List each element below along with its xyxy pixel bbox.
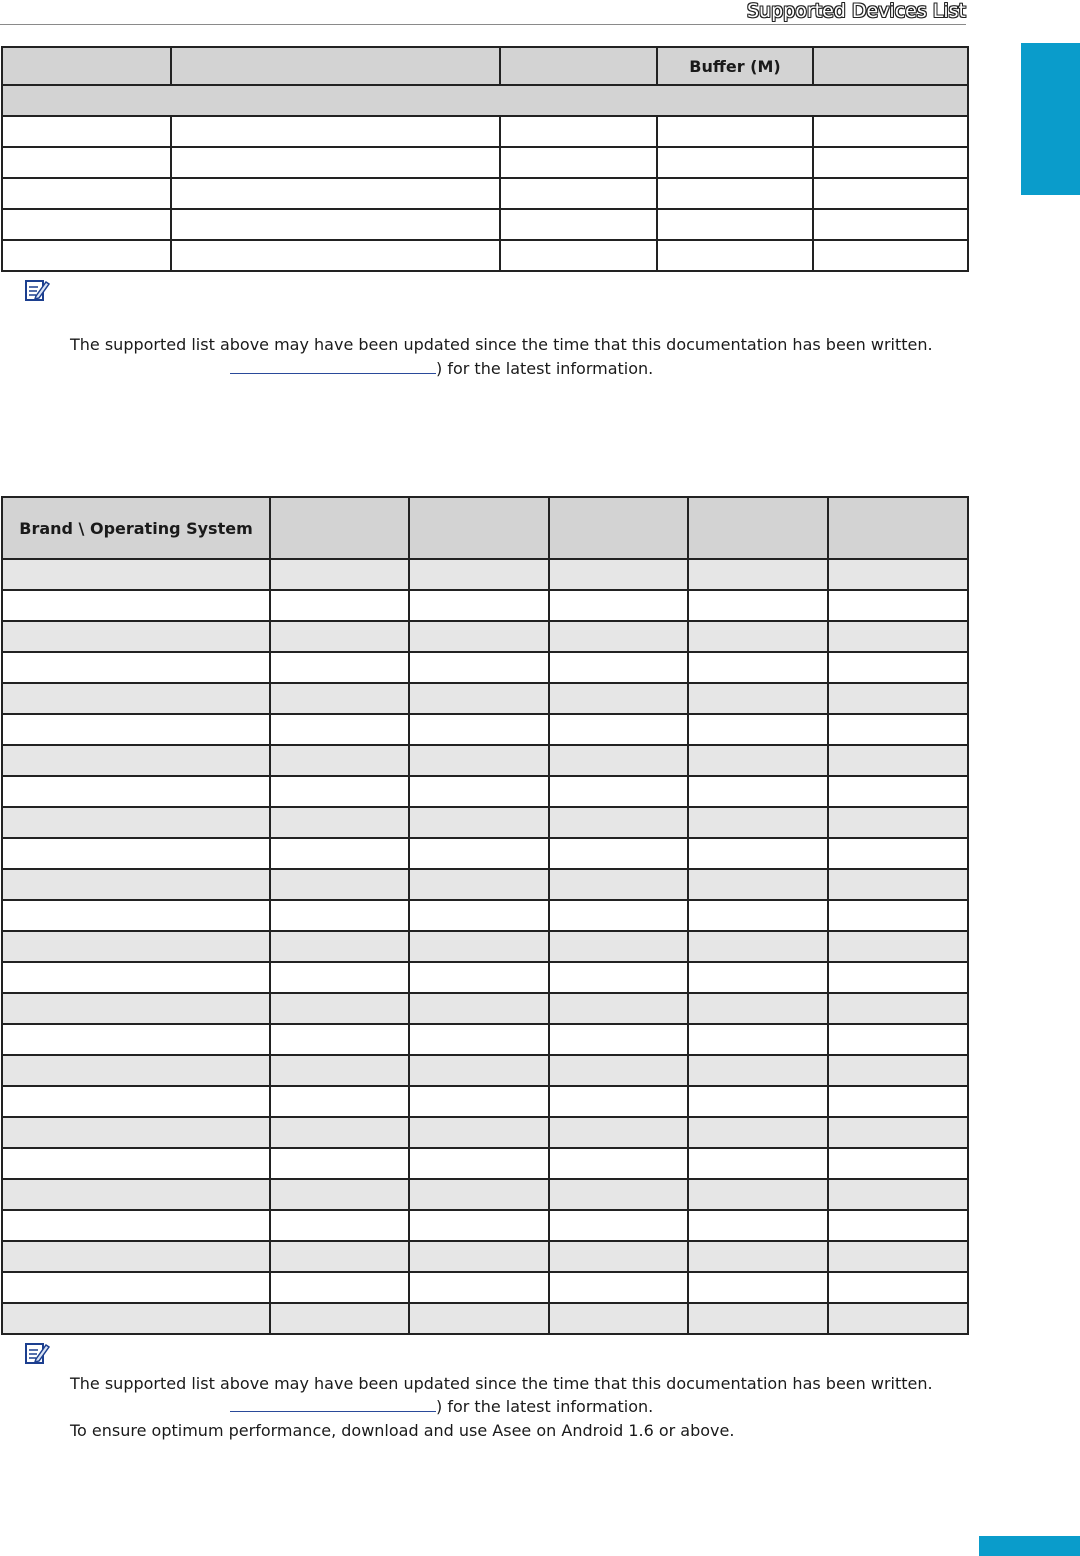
os-support-table [1,496,969,1335]
table-cell [270,807,409,838]
table-cell [270,714,409,745]
table-cell [409,1272,549,1303]
table-cell [270,776,409,807]
table-cell [500,147,657,178]
table-cell [549,1303,688,1334]
table-cell [549,1024,688,1055]
table-cell [409,993,549,1024]
column-header [828,497,968,559]
table-cell [688,714,828,745]
table-cell [270,1055,409,1086]
table-cell [657,147,813,178]
table-cell [828,1024,968,1055]
table-cell [549,1055,688,1086]
table-cell [688,621,828,652]
table-cell [813,240,968,271]
column-header-buffer: Buffer (M) [657,47,813,85]
table-row [2,240,968,271]
table-cell [828,1148,968,1179]
table-cell [657,240,813,271]
table-cell [828,869,968,900]
table-cell [2,652,270,683]
table-cell [409,1117,549,1148]
website-link[interactable] [230,359,436,374]
table-cell [2,240,171,271]
table-cell [409,1055,549,1086]
table-row [2,807,968,838]
table-cell [2,1210,270,1241]
table-cell [688,838,828,869]
table-row [2,1179,968,1210]
table-cell [688,931,828,962]
table-row [2,745,968,776]
table-cell [828,1272,968,1303]
table-row [2,178,968,209]
table-cell [813,147,968,178]
table-cell [549,776,688,807]
table-cell [688,869,828,900]
table-cell [270,1148,409,1179]
table-cell [270,1241,409,1272]
table-cell [828,807,968,838]
table-row [2,147,968,178]
table-cell [409,931,549,962]
table-cell [549,1086,688,1117]
table-cell [549,962,688,993]
table-cell [688,1086,828,1117]
table-cell [270,869,409,900]
table-cell [409,962,549,993]
table-cell [2,993,270,1024]
table-cell [270,652,409,683]
table-cell [2,714,270,745]
table-cell [549,590,688,621]
table-cell [270,1117,409,1148]
table-cell [409,590,549,621]
column-header [549,497,688,559]
table-cell [657,178,813,209]
table-cell [500,178,657,209]
table-row [2,1117,968,1148]
table-cell [409,1210,549,1241]
table-cell [688,1210,828,1241]
table-cell [2,116,171,147]
table-cell [409,559,549,590]
table-cell [2,1117,270,1148]
table-cell [688,1179,828,1210]
table-cell [270,683,409,714]
column-header [688,497,828,559]
table-cell [828,1179,968,1210]
table-header-row [2,497,968,559]
table-cell [2,683,270,714]
table-cell [2,209,171,240]
table-row [2,1024,968,1055]
table-group-row [2,85,968,116]
table-cell [500,209,657,240]
table-cell [688,683,828,714]
table-cell [828,931,968,962]
table-cell [409,621,549,652]
table-cell [2,178,171,209]
table-cell [2,807,270,838]
table-cell [688,900,828,931]
table-cell [270,931,409,962]
table-cell [409,776,549,807]
column-header [270,497,409,559]
table-cell [270,838,409,869]
table-cell [270,1024,409,1055]
group-label [2,85,968,116]
note-text-line: The supported list above may have been updated since the time that this documentation has been written. [70,335,933,354]
table-cell [270,559,409,590]
table-cell [657,209,813,240]
website-link[interactable] [230,1397,436,1412]
table-row [2,900,968,931]
table-cell [409,1179,549,1210]
table-cell [549,931,688,962]
table-row [2,869,968,900]
table-cell [270,993,409,1024]
table-row [2,621,968,652]
note-text-line: The supported list above may have been updated since the time that this documentation has been written. [70,1374,933,1393]
table-cell [2,1272,270,1303]
note-link-suffix: ) for the latest information. [436,1397,654,1416]
column-header [500,47,657,85]
table-cell [549,900,688,931]
table-cell [409,1241,549,1272]
table-cell [409,1148,549,1179]
table-cell [549,1272,688,1303]
table-cell [409,652,549,683]
page-section-title: Supported Devices List [746,0,966,22]
note-pad-icon [24,1341,50,1365]
table-cell [828,652,968,683]
table-cell [549,807,688,838]
table-cell [688,962,828,993]
table-cell [828,1241,968,1272]
table-cell [549,683,688,714]
table-cell [2,745,270,776]
table-cell [2,776,270,807]
table-cell [688,776,828,807]
column-header [813,47,968,85]
page-number-tab [979,1536,1080,1556]
table-cell [828,1303,968,1334]
column-header [2,47,171,85]
table-cell [409,1024,549,1055]
table-cell [828,621,968,652]
table-row [2,931,968,962]
table-cell [409,838,549,869]
table-row [2,559,968,590]
table-cell [270,1086,409,1117]
table-cell [549,1210,688,1241]
table-cell [500,240,657,271]
table-row [2,1303,968,1334]
table-cell [409,683,549,714]
table-cell [688,1303,828,1334]
table-cell [2,838,270,869]
table-cell [549,1148,688,1179]
table-cell [549,1117,688,1148]
column-header [171,47,500,85]
table-cell [828,1086,968,1117]
table-cell [688,1055,828,1086]
note-text-line [230,359,653,379]
table-cell [828,745,968,776]
table-cell [549,652,688,683]
table-row [2,1272,968,1303]
table-row [2,1086,968,1117]
table-cell [2,559,270,590]
table-row [2,590,968,621]
table-row [2,838,968,869]
table-row [2,116,968,147]
table-cell [688,745,828,776]
table-cell [409,714,549,745]
table-cell [409,900,549,931]
table-row [2,652,968,683]
table-cell [270,962,409,993]
table-row [2,776,968,807]
table-cell [688,807,828,838]
column-header-brand-os: Brand \ Operating System [2,497,270,559]
table-cell [828,838,968,869]
table-cell [549,1241,688,1272]
header-divider [0,24,966,25]
table-row [2,714,968,745]
table-row [2,1210,968,1241]
table-cell [2,147,171,178]
table-cell [171,240,500,271]
table-cell [409,745,549,776]
table-cell [549,869,688,900]
table-row [2,962,968,993]
table-cell [828,962,968,993]
table-cell [270,1210,409,1241]
table-row [2,683,968,714]
table-cell [270,1272,409,1303]
table-row [2,1055,968,1086]
table-cell [549,1179,688,1210]
note-pad-icon [24,278,50,302]
table-cell [500,116,657,147]
table-cell [2,869,270,900]
table-cell [657,116,813,147]
table-cell [2,931,270,962]
table-cell [270,1303,409,1334]
table-cell [688,652,828,683]
table-cell [688,1241,828,1272]
table-cell [2,962,270,993]
table-cell [688,559,828,590]
table-cell [813,178,968,209]
table-cell [2,1241,270,1272]
table-cell [2,1024,270,1055]
table-cell [549,714,688,745]
table-cell [828,714,968,745]
table-cell [688,1148,828,1179]
table-row [2,993,968,1024]
table-cell [270,1179,409,1210]
table-cell [688,1272,828,1303]
table-header-row [2,47,968,85]
table-cell [2,1179,270,1210]
table-cell [2,621,270,652]
chapter-side-tab [1021,43,1080,195]
table-cell [2,590,270,621]
column-header [409,497,549,559]
table-cell [828,1055,968,1086]
table-cell [549,745,688,776]
table-cell [549,621,688,652]
table-cell [409,807,549,838]
table-cell [270,621,409,652]
table-cell [2,1086,270,1117]
table-cell [2,1055,270,1086]
note-text-line [230,1397,653,1417]
table-cell [270,590,409,621]
note-text-line: To ensure optimum performance, download and use Asee on Android 1.6 or above. [70,1421,735,1440]
table-cell [2,1148,270,1179]
table-cell [813,209,968,240]
table-cell [2,900,270,931]
table-cell [688,590,828,621]
table-cell [813,116,968,147]
table-cell [409,1086,549,1117]
table-cell [171,209,500,240]
table-cell [828,993,968,1024]
table-cell [828,559,968,590]
table-cell [549,993,688,1024]
table-cell [171,116,500,147]
table-cell [688,993,828,1024]
note-link-suffix: ) for the latest information. [436,359,654,378]
table-cell [828,1117,968,1148]
buffer-device-table [1,46,969,272]
table-cell [828,900,968,931]
table-cell [828,1210,968,1241]
table-cell [171,178,500,209]
table-cell [409,1303,549,1334]
table-cell [688,1117,828,1148]
table-cell [828,776,968,807]
table-cell [171,147,500,178]
table-cell [549,838,688,869]
table-cell [2,1303,270,1334]
table-cell [688,1024,828,1055]
table-cell [409,869,549,900]
table-row [2,1241,968,1272]
table-cell [270,745,409,776]
table-cell [828,683,968,714]
table-row [2,209,968,240]
table-cell [549,559,688,590]
table-row [2,1148,968,1179]
table-cell [828,590,968,621]
table-cell [270,900,409,931]
